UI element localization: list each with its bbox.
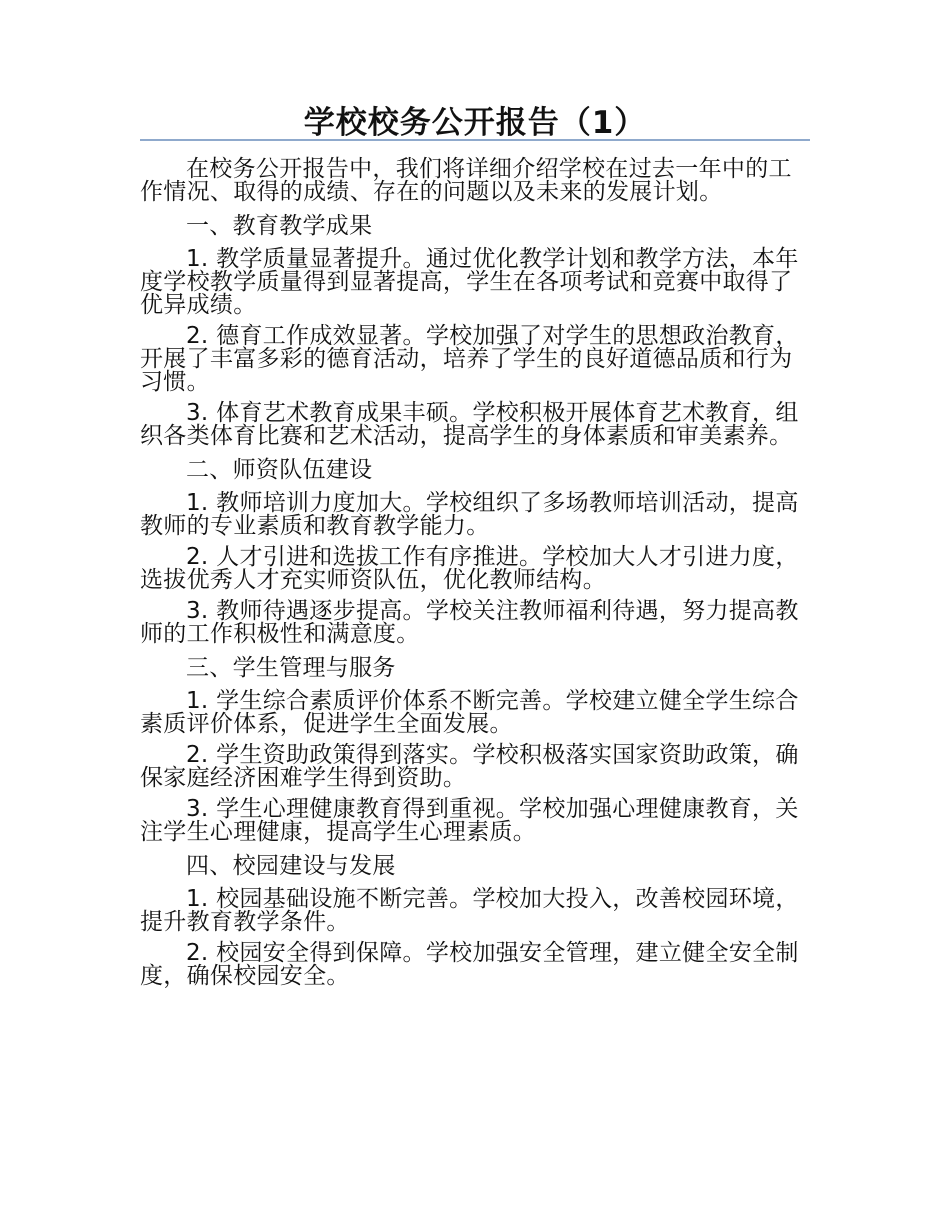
intro-paragraph: 在校务公开报告中，我们将详细介绍学校在过去一年中的工作情况、取得的成绩、存在的问题以及未来的发展计划。	[140, 156, 792, 205]
document-title: 学校校务公开报告（1）	[303, 105, 647, 141]
paragraph: 3. 体育艺术教育成果丰硕。学校积极开展体育艺术教育，组织各类体育比赛和艺术活动，提高学生的身体素质和审美素养。	[140, 400, 799, 449]
paragraph: 2. 学生资助政策得到落实。学校积极落实国家资助政策，确保家庭经济困难学生得到资助。	[140, 742, 799, 791]
paragraph: 2. 校园安全得到保障。学校加强安全管理，建立健全安全制度，确保校园安全。	[140, 940, 799, 989]
paragraph: 2. 人才引进和选拔工作有序推进。学校加大人才引进力度，选拔优秀人才充实师资队伍，优化教师结构。	[140, 544, 799, 593]
paragraph: 1. 教师培训力度加大。学校组织了多场教师培训活动，提高教师的专业素质和教育教学能力。	[140, 490, 799, 539]
paragraph: 3. 学生心理健康教育得到重视。学校加强心理健康教育，关注学生心理健康，提高学生心理素质。	[140, 796, 799, 845]
section-heading-students: 三、学生管理与服务	[186, 655, 396, 681]
section-heading-campus: 四、校园建设与发展	[186, 853, 396, 879]
paragraph: 1. 学生综合素质评价体系不断完善。学校建立健全学生综合素质评价体系，促进学生全面发展。	[140, 688, 799, 737]
document-body	[140, 158, 810, 996]
paragraph: 1. 教学质量显著提升。通过优化教学计划和教学方法，本年度学校教学质量得到显著提高，学生在各项考试和竞赛中取得了优异成绩。	[140, 246, 799, 318]
section-heading-teaching: 一、教育教学成果	[186, 213, 373, 239]
paragraph: 2. 德育工作成效显著。学校加强了对学生的思想政治教育，开展了丰富多彩的德育活动，培养了学生的良好道德品质和行为习惯。	[140, 323, 799, 395]
section-heading-faculty: 二、师资队伍建设	[186, 457, 373, 483]
title-underline	[140, 139, 810, 141]
paragraph: 1. 校园基础设施不断完善。学校加大投入，改善校园环境，提升教育教学条件。	[140, 886, 799, 935]
paragraph: 3. 教师待遇逐步提高。学校关注教师福利待遇，努力提高教师的工作积极性和满意度。	[140, 598, 799, 647]
